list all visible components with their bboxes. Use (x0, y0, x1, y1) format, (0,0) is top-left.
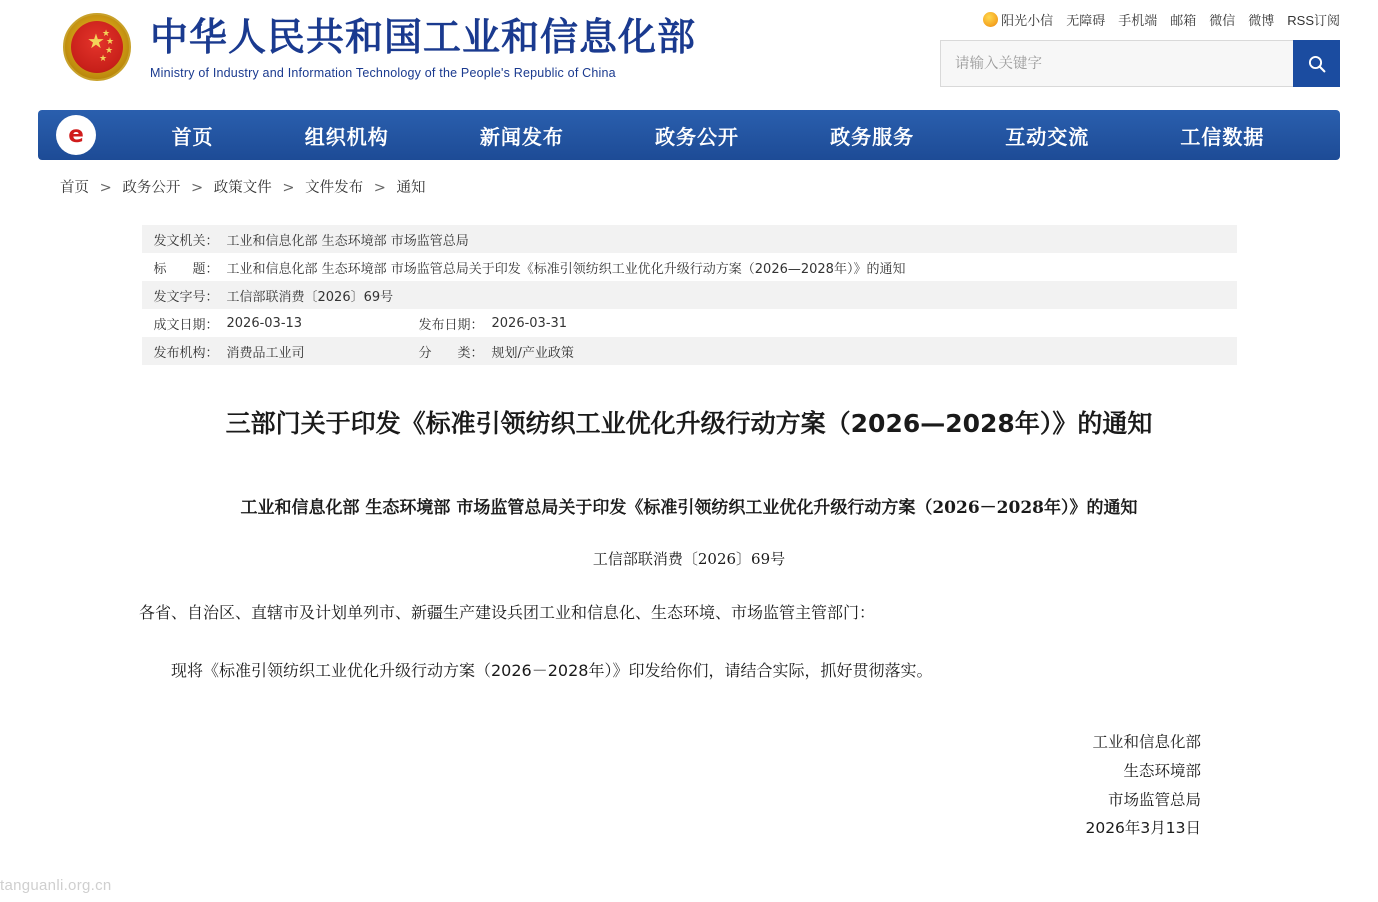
site-brand[interactable] (60, 10, 696, 84)
meta-value-completion-date: 2026-03-13 (226, 315, 303, 331)
breadcrumb-item-policy-docs[interactable]: 政策文件 (213, 180, 272, 196)
meta-value-publish-date: 2026-03-31 (491, 315, 568, 331)
breadcrumb-separator: > (282, 180, 295, 196)
search-icon (1307, 54, 1327, 74)
document-subtitle: 工业和信息化部 生态环境部 市场监管总局关于印发《标准引领纺织工业优化升级行动方案（2026－2028年）》的通知 (240, 497, 1138, 518)
site-title-cn: 中华人民共和国工业和信息化部 (150, 15, 697, 60)
util-link-mail[interactable]: 邮箱 (1170, 13, 1197, 28)
meta-row (142, 309, 1237, 337)
breadcrumb (60, 176, 1378, 197)
document-number: 工信部联消费〔2026〕69号 (592, 549, 786, 568)
util-link-mobile[interactable]: 手机端 (1118, 13, 1158, 28)
search-input[interactable] (940, 40, 1293, 87)
nav-item-interaction[interactable]: 互动交流 (1005, 124, 1090, 149)
meta-value-doc-number: 工信部联消费〔2026〕69号 (226, 289, 394, 305)
site-header (0, 0, 1378, 104)
meta-value-category: 规划/产业政策 (491, 345, 574, 361)
watermark: tanguanli.org.cn (0, 877, 112, 894)
nav-item-news[interactable]: 新闻发布 (479, 124, 564, 149)
breadcrumb-item-doc-release[interactable]: 文件发布 (305, 180, 364, 196)
util-link-rss[interactable]: RSS订阅 (1287, 13, 1340, 28)
meta-value-publisher: 消费品工业司 (226, 345, 305, 361)
page-title: 三部门关于印发《标准引领纺织工业优化升级行动方案（2026—2028年）》的通知 (225, 409, 1153, 438)
meta-value-title: 工业和信息化部 生态环境部 市场监管总局关于印发《标准引领纺织工业优化升级行动方案（2026—2028年）》的通知 (226, 261, 906, 277)
nav-item-organization[interactable]: 组织机构 (304, 124, 389, 149)
nav-item-data[interactable]: 工信数据 (1180, 124, 1265, 149)
national-emblem-icon: ★ ★ ★ ★ ★ (60, 10, 134, 84)
meta-label-issuing-agency: 发文机关： (153, 233, 219, 249)
breadcrumb-item-notice[interactable]: 通知 (396, 180, 426, 196)
meta-label-publish-date: 发布日期： (418, 317, 484, 333)
meta-row (142, 253, 1237, 281)
nav-item-government-services[interactable]: 政务服务 (830, 124, 915, 149)
util-link-wechat[interactable]: 微信 (1209, 13, 1236, 28)
nav-item-home[interactable]: 首页 (171, 124, 214, 149)
document-meta-table (142, 225, 1237, 365)
breadcrumb-separator: > (190, 180, 204, 196)
document-paragraph-body: 现将《标准引领纺织工业优化升级行动方案（2026－2028年）》印发给你们，请结合实际，抓好贯彻落实。 (171, 661, 933, 681)
meta-row (142, 281, 1237, 309)
signature-line-1: 工业和信息化部 (1092, 733, 1201, 752)
signature-date: 2026年3月13日 (1085, 819, 1201, 838)
meta-label-publisher: 发布机构： (153, 345, 219, 361)
miit-logo-glyph: e (68, 121, 84, 148)
meta-row (142, 225, 1237, 253)
miit-logo-icon[interactable] (56, 115, 96, 155)
search-bar (940, 40, 1340, 87)
search-button[interactable] (1293, 40, 1340, 87)
breadcrumb-item-home[interactable]: 首页 (60, 180, 89, 196)
util-link-sunshine[interactable] (983, 10, 1053, 29)
breadcrumb-separator: > (373, 180, 386, 196)
breadcrumb-separator: > (99, 180, 112, 196)
main-navigation (38, 110, 1340, 160)
signature-line-3: 市场监管总局 (1107, 790, 1201, 809)
util-link-accessibility[interactable]: 无障碍 (1066, 13, 1106, 28)
meta-label-title: 标 题： (153, 261, 219, 277)
util-link-label[interactable]: 阳光小信 (1001, 13, 1054, 28)
document-signature (139, 728, 1239, 843)
meta-row (142, 337, 1237, 365)
breadcrumb-item-disclosure[interactable]: 政务公开 (122, 180, 181, 196)
meta-label-completion-date: 成文日期： (153, 317, 219, 333)
meta-value-issuing-agency: 工业和信息化部 生态环境部 市场监管总局 (226, 233, 469, 249)
utility-links (983, 10, 1340, 29)
site-title-en: Ministry of Industry and Information Technology of the People's Republic of China (150, 65, 616, 80)
meta-label-doc-number: 发文字号： (153, 289, 219, 305)
document-paragraph-addressee: 各省、自治区、直辖市及计划单列市、新疆生产建设兵团工业和信息化、生态环境、市场监管主管部门： (139, 602, 876, 622)
sun-icon (983, 12, 998, 27)
util-link-weibo[interactable]: 微博 (1248, 13, 1275, 28)
nav-item-government-disclosure[interactable]: 政务公开 (654, 124, 739, 149)
meta-label-category: 分 类： (418, 345, 484, 361)
signature-line-2: 生态环境部 (1123, 761, 1201, 780)
